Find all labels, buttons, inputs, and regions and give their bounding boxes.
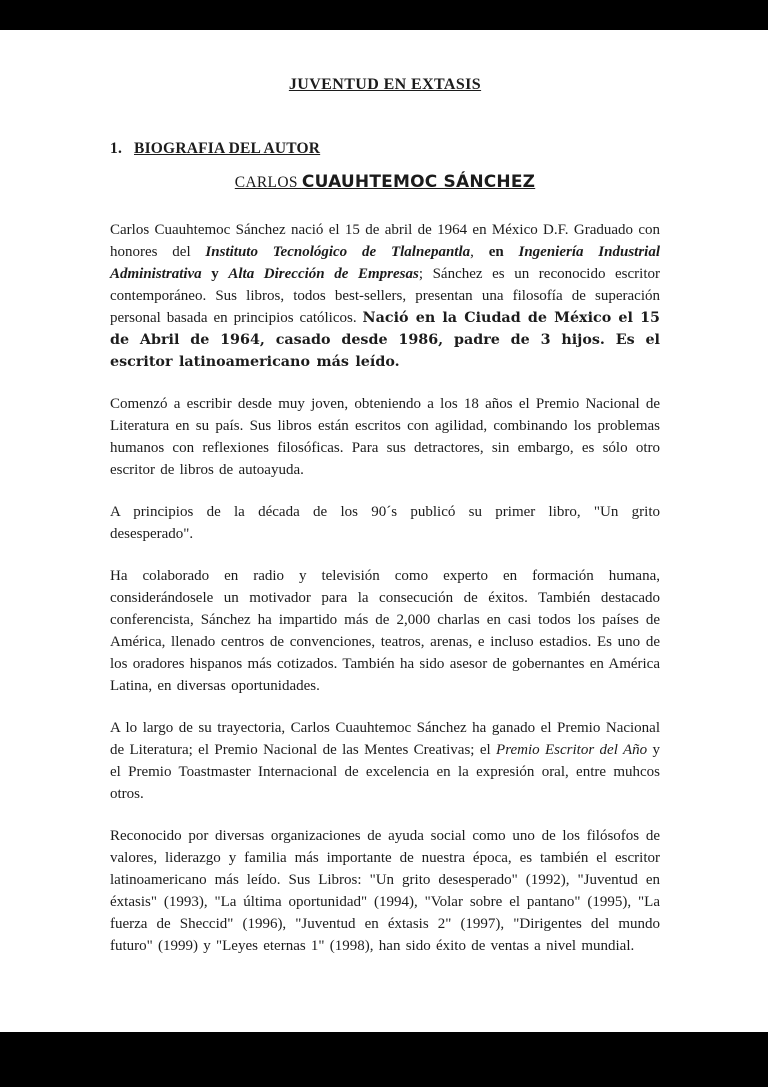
text-run-bold-italic: Ingeniería Industrial Administrativa: [110, 244, 661, 282]
text-run-bold: y: [201, 266, 229, 282]
section-heading: [110, 140, 660, 158]
text-run: A lo largo de su trayectoria, Carlos Cuauhtemoc Sánchez ha ganado el Premio Nacional de Literatura; el Premio Nacional de las Mentes Creativas; el: [110, 720, 660, 758]
text-run-bold: en: [488, 244, 519, 260]
text-run: ,: [470, 244, 489, 260]
text-run: ; Sánchez es un reconocido escritor contemporáneo. Sus libros, todos best-sellers, presentan una filosofía de superación personal basada en principios católicos.: [110, 266, 661, 326]
text-run: y el Premio Toastmaster Internacional de excelencia en la expresión oral, entre muhcos otros.: [110, 742, 660, 802]
paragraph-2: Comenzó a escribir desde muy joven, obteniendo a los 18 años el Premio Nacional de Literatura en su país. Sus libros están escritos con agilidad, combinando los problemas humanos con reflexiones filosóficas. Para sus detractores, sin embargo, es sólo otro escritor de libros de autoayuda.: [110, 396, 660, 478]
paragraph-6: Reconocido por diversas organizaciones de ayuda social como uno de los filósofos de valores, liderazgo y familia más importante de nuestra época, es también el escritor latinoamericano más leído. Sus Libros: "Un grito desesperado" (1992), "Juventud en éxtasis" (1993), "La última oportunidad" (1994), "Volar sobre el pantano" (1995), "La fuerza de Sheccid" (1996), "Juventud en éxtasis 2" (1997), "Dirigentes del mundo futuro" (1999) y "Leyes eternas 1" (1998), han sido éxito de ventas a nivel mundial.: [110, 828, 660, 954]
paragraph-5: [110, 717, 660, 805]
paragraph-1: [110, 219, 660, 373]
bottom-letterbox-bar: [0, 1032, 768, 1087]
text-run-bold-italic: Instituto Tecnológico de Tlalnepantla: [205, 244, 471, 260]
author-heading: [110, 171, 660, 193]
text-run-bold: Nació en la Ciudad de México el 15 de Abril de 1964, casado desde 1986, padre de 3 hijos. Es el escritor latinoamericano más leído.: [110, 310, 660, 370]
document-title: JUVENTUD EN EXTASIS: [288, 76, 482, 93]
paragraph-3: A principios de la década de los 90´s publicó su primer libro, "Un grito desesperado".: [110, 504, 660, 542]
text-run-italic: Premio Escritor del Año: [496, 742, 648, 758]
section-heading-text: BIOGRAFIA DEL AUTOR: [134, 140, 321, 157]
section-number: 1.: [110, 140, 123, 157]
author-first-name: CARLOS: [234, 174, 302, 191]
text-run: Carlos Cuauhtemoc Sánchez nació el 15 de abril de 1964 en México D.F. Graduado con honores del: [110, 222, 660, 260]
text-run-bold-italic: Alta Dirección de Empresas: [228, 266, 419, 282]
top-letterbox-bar: [0, 0, 768, 30]
author-last-name: CUAUHTEMOC SÁNCHEZ: [301, 172, 536, 192]
paragraph-4: Ha colaborado en radio y televisión como experto en formación humana, considerándosele un motivador para la consecución de éxitos. También destacado conferencista, Sánchez ha impartido más de 2,000 charlas en casi todos los países de América, llenado centros de convenciones, teatros, arenas, e incluso estadios. Es uno de los oradores hispanos más cotizados. También ha sido asesor de gobernantes en América Latina, en diversas oportunidades.: [110, 568, 660, 694]
document-page: [0, 30, 768, 1032]
